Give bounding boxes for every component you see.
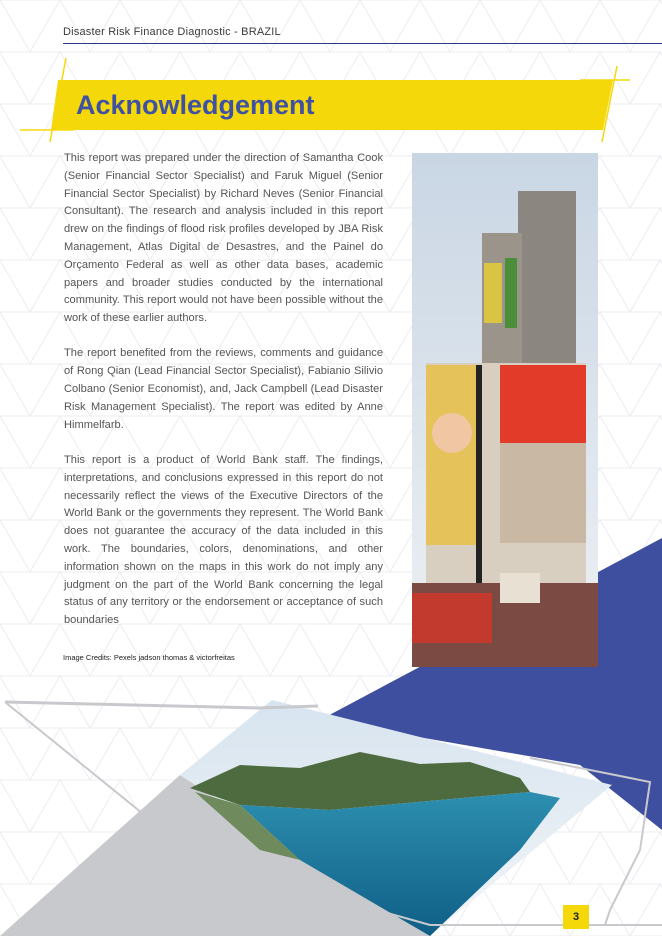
- acknowledgement-body: [64, 150, 383, 647]
- header-divider: [63, 43, 662, 44]
- paragraph: This report was prepared under the direction of Samantha Cook (Senior Financial Sector Specialist) and Faruk Miguel (Senior Financial Sector Specialist) by Richard Neves (Senior Financial Consultant). The research and analysis included in this report drew on the findings of flood risk profiles developed by JBA Risk Management, Atlas Digital de Desastres, and the Painel do Orçamento Federal as well as other data bases, academic papers and broader studies conducted by the international community. This report would not have been possible without the work of these earlier authors.: [64, 152, 383, 325]
- paragraph: This report is a product of World Bank staff. The findings, interpretations, and conclusions expressed in this report do not necessarily reflect the views of the Executive Directors of the World Bank or the governments they represent. The World Bank does not guarantee the accuracy of the data included in this work. The boundaries, colors, denominations, and other information shown on the maps in this work do not imply any judgment on the part of the World Bank concerning the legal status of any territory or the endorsement or acceptance of such boundaries: [64, 453, 383, 627]
- page-title: Acknowledgement: [76, 90, 315, 120]
- page-number-badge: 3: [563, 905, 589, 929]
- running-header: Disaster Risk Finance Diagnostic - BRAZIL: [63, 26, 281, 38]
- image-credits: Image Credits: Pexels jadson thomas & victorfreitas: [63, 653, 235, 662]
- paragraph: The report benefited from the reviews, comments and guidance of Rong Qian (Lead Financial Sector Specialist), Fabianio Silivio Colbano (Senior Economist), and, Jack Campbell (Lead Disaster Risk Management Specialist). The report was edited by Anne Himmelfarb.: [64, 347, 383, 431]
- street-art-building-photo: [412, 153, 598, 667]
